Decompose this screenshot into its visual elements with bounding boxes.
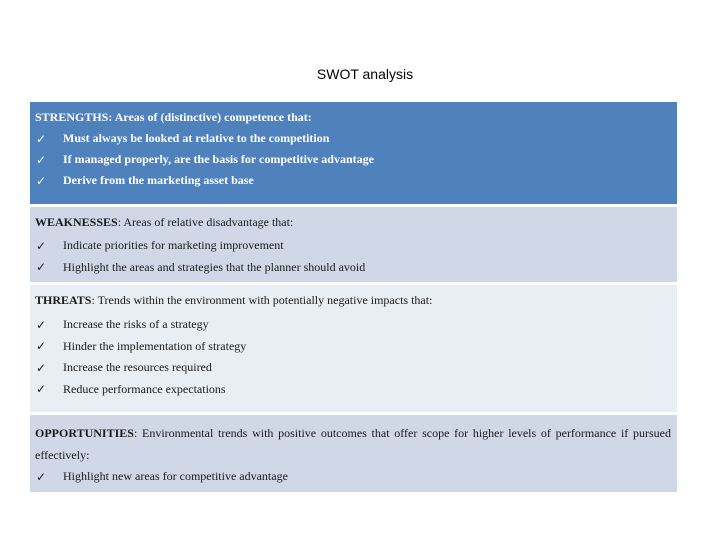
opportunities-desc: : Environmental trends with positive outcomes that offer scope for higher levels of performance if pursued effectively: xyxy=(35,426,671,462)
check-icon: ✓ xyxy=(36,382,47,397)
check-icon: ✓ xyxy=(36,173,47,188)
list-item-text: Highlight the areas and strategies that the planner should avoid xyxy=(63,259,366,274)
strengths-label: STRENGTHS: xyxy=(35,110,113,124)
opportunities-heading xyxy=(35,422,671,466)
list-item-text: If managed properly, are the basis for competitive advantage xyxy=(63,152,374,166)
threats-cell xyxy=(30,285,677,415)
check-icon: ✓ xyxy=(36,339,47,354)
threats-label: THREATS xyxy=(35,293,92,307)
check-icon: ✓ xyxy=(36,360,47,375)
list-item-text: Highlight new areas for competitive advantage xyxy=(63,469,288,484)
threats-desc: : Trends within the environment with potentially negative impacts that: xyxy=(91,293,433,307)
list-item xyxy=(35,466,671,488)
list-item xyxy=(35,357,671,379)
slide-title: SWOT analysis xyxy=(316,66,414,82)
list-item-text: Indicate priorities for marketing improvement xyxy=(63,238,284,253)
weaknesses-label: WEAKNESSES xyxy=(35,215,118,229)
check-icon: ✓ xyxy=(36,469,47,484)
list-item-text: Must always be looked at relative to the competition xyxy=(63,131,330,145)
list-item xyxy=(35,379,671,401)
strengths-desc: Areas of (distinctive) competence that: xyxy=(112,110,312,124)
list-item-text: Increase the risks of a strategy xyxy=(63,317,209,332)
list-item xyxy=(35,128,671,149)
check-icon: ✓ xyxy=(36,131,47,146)
list-item xyxy=(35,235,671,257)
list-item-text: Hinder the implementation of strategy xyxy=(63,338,247,353)
swot-table xyxy=(30,102,677,492)
check-icon: ✓ xyxy=(36,238,47,253)
strengths-heading xyxy=(35,109,671,125)
threats-heading xyxy=(35,292,671,308)
list-item xyxy=(35,149,671,170)
check-icon: ✓ xyxy=(36,260,47,275)
list-item xyxy=(35,314,671,336)
check-icon: ✓ xyxy=(36,317,47,332)
weaknesses-desc: : Areas of relative disadvantage that: xyxy=(117,215,294,229)
opportunities-label: OPPORTUNITIES xyxy=(35,426,134,440)
strengths-cell xyxy=(30,102,677,207)
weaknesses-heading xyxy=(35,214,671,230)
check-icon: ✓ xyxy=(36,152,47,167)
weaknesses-cell xyxy=(30,207,677,285)
list-item xyxy=(35,336,671,358)
list-item-text: Derive from the marketing asset base xyxy=(63,173,254,187)
list-item xyxy=(35,257,671,279)
list-item-text: Reduce performance expectations xyxy=(63,381,226,396)
list-item xyxy=(35,170,671,191)
opportunities-cell xyxy=(30,415,677,492)
list-item-text: Increase the resources required xyxy=(63,360,212,375)
